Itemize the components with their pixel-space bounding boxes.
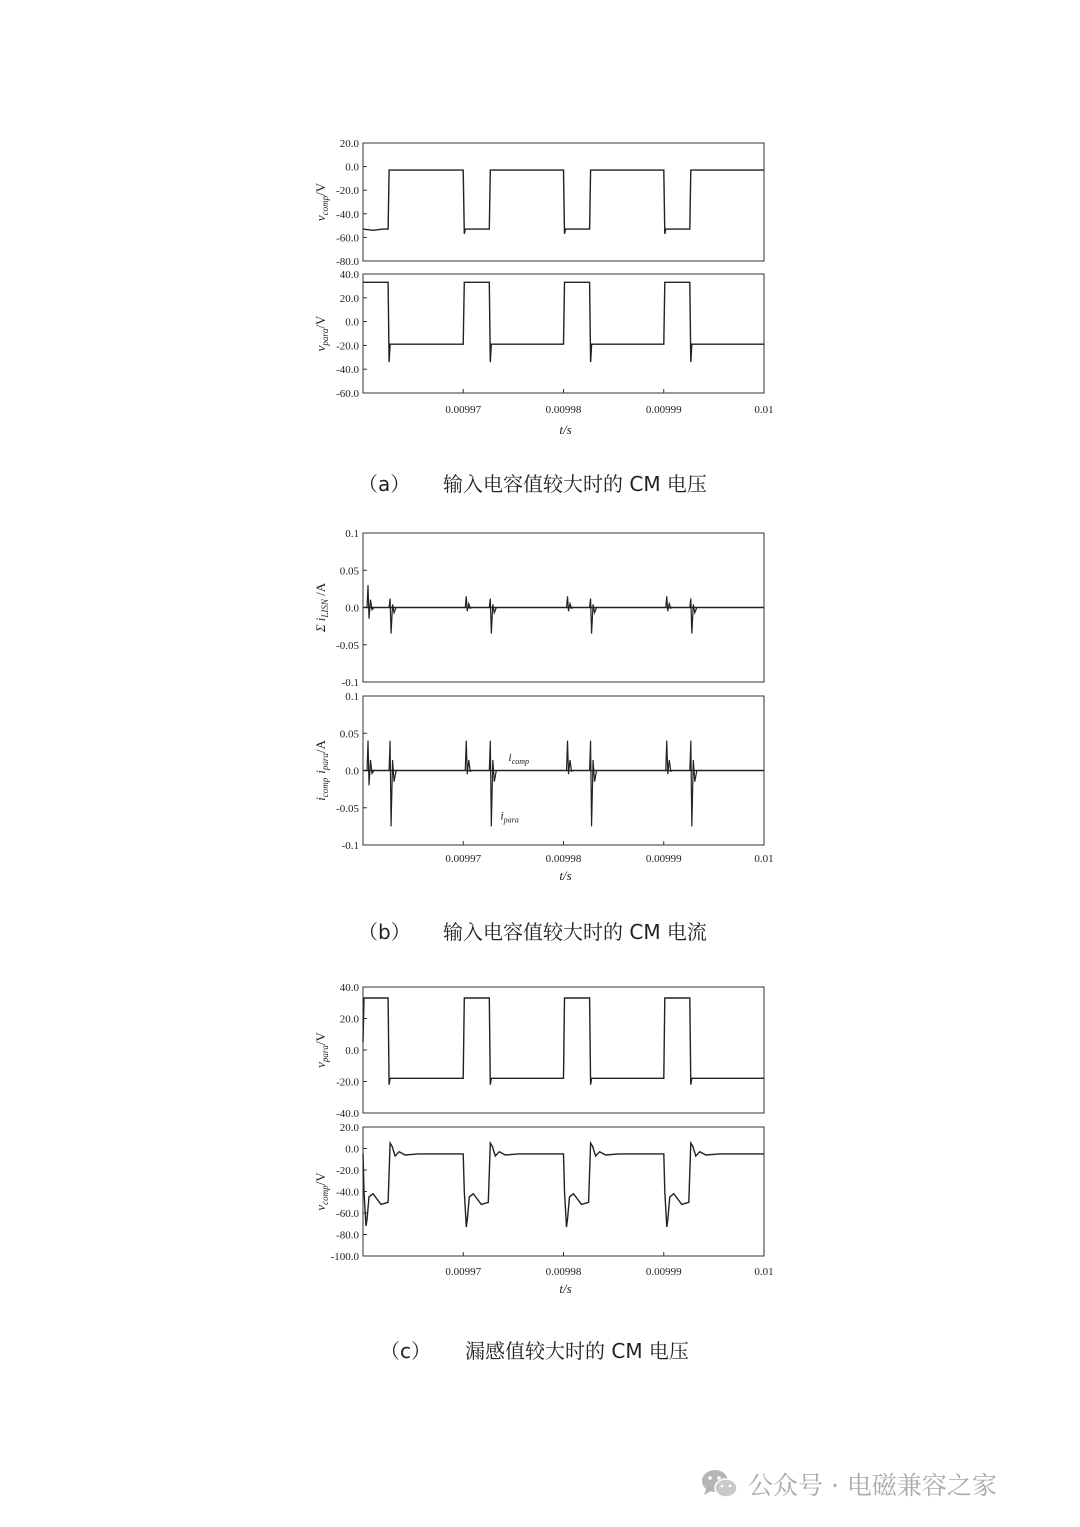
y-tick-label: -0.05 xyxy=(336,802,359,815)
y-axis-label: $v_{para}/V$ xyxy=(313,315,330,352)
series-line xyxy=(363,1143,764,1227)
series-spike xyxy=(567,741,574,775)
series-spike xyxy=(590,741,597,827)
chart-panel-b-top xyxy=(313,528,764,689)
y-tick-label: -20.0 xyxy=(336,185,359,198)
y-tick-label: 0.0 xyxy=(345,1143,359,1156)
y-axis-label: $i_{comp}i_{para}/A$ xyxy=(313,740,330,801)
x-tick-label: 0.00997 xyxy=(445,1266,482,1278)
y-tick-label: 0.1 xyxy=(345,691,359,703)
x-tick-label: 0.01 xyxy=(754,853,774,865)
y-tick-label: 0.0 xyxy=(345,161,359,174)
y-axis-label: $v_{comp}/V$ xyxy=(313,1172,330,1211)
x-tick-label: 0.00998 xyxy=(545,404,582,416)
series-spike xyxy=(367,741,374,786)
y-tick-label: 0.0 xyxy=(345,1045,359,1057)
y-tick-label: 20.0 xyxy=(339,1013,359,1026)
x-axis-label: t/s xyxy=(559,1281,572,1296)
x-tick-label: 0.00998 xyxy=(545,1266,582,1278)
y-tick-label: -100.0 xyxy=(330,1251,359,1263)
x-axis-label: t/s xyxy=(559,868,572,883)
x-tick-label: 0.00997 xyxy=(445,853,482,865)
x-tick-label: 0.01 xyxy=(754,1266,774,1278)
x-tick-label: 0.00999 xyxy=(645,853,682,865)
y-tick-label: 40.0 xyxy=(339,269,359,281)
y-axis-label: $v_{comp}/V$ xyxy=(313,182,330,222)
series-spike xyxy=(489,741,496,827)
x-tick-label: 0.00998 xyxy=(545,853,582,865)
y-tick-label: 20.0 xyxy=(339,138,359,150)
y-tick-label: -40.0 xyxy=(336,364,359,377)
y-tick-label: 0.0 xyxy=(345,765,359,778)
series-spike xyxy=(567,596,574,611)
y-tick-label: -0.1 xyxy=(341,840,359,852)
series-spike xyxy=(666,596,673,611)
series-spike xyxy=(367,585,374,619)
x-tick-label: 0.00997 xyxy=(445,404,482,416)
series-spike xyxy=(690,599,697,634)
y-axis-label: $v_{para}/V$ xyxy=(313,1032,330,1068)
y-tick-label: 0.0 xyxy=(345,602,359,615)
chart-panel-c-bottom xyxy=(313,1122,774,1296)
y-tick-label: -0.1 xyxy=(341,677,359,689)
series-spike xyxy=(489,599,496,634)
series-spike xyxy=(666,741,673,775)
caption-c-text: 漏感值较大时的 CM 电压 xyxy=(465,1339,689,1363)
y-tick-label: -20.0 xyxy=(336,1076,359,1089)
y-tick-label: 0.05 xyxy=(339,728,359,741)
chart-panel-b-bottom xyxy=(313,691,774,883)
y-tick-label: -40.0 xyxy=(336,208,359,221)
x-axis-label: t/s xyxy=(559,422,572,437)
caption-b-text: 输入电容值较大时的 CM 电流 xyxy=(443,920,707,944)
y-tick-label: -40.0 xyxy=(336,1186,359,1199)
y-tick-label: 20.0 xyxy=(339,292,359,305)
y-axis-label: Σ $i_{LISN}$ /A xyxy=(313,582,330,633)
series-spike xyxy=(465,596,472,611)
series-annotation: $i_{comp}$ xyxy=(508,749,530,766)
series-spike xyxy=(590,599,597,634)
x-tick-label: 0.01 xyxy=(754,404,774,416)
caption-a-text: 输入电容值较大时的 CM 电压 xyxy=(443,472,707,496)
y-tick-label: -60.0 xyxy=(336,232,359,245)
x-tick-label: 0.00999 xyxy=(645,1266,682,1278)
y-tick-label: 20.0 xyxy=(339,1122,359,1134)
y-tick-label: 0.05 xyxy=(339,565,359,578)
series-line xyxy=(363,282,764,362)
y-tick-label: -20.0 xyxy=(336,340,359,353)
y-tick-label: -60.0 xyxy=(336,1208,359,1220)
y-tick-label: -20.0 xyxy=(336,1165,359,1177)
wechat-icon xyxy=(700,1467,740,1501)
series-line xyxy=(363,170,764,234)
caption-b-label: （b） xyxy=(358,920,411,944)
y-tick-label: 40.0 xyxy=(339,982,359,994)
series-spike xyxy=(465,741,472,775)
x-tick-label: 0.00999 xyxy=(645,404,682,416)
y-tick-label: -80.0 xyxy=(336,1229,359,1242)
series-spike xyxy=(690,741,697,827)
series-annotation: $i_{para}$ xyxy=(500,808,519,825)
series-spike xyxy=(389,599,396,634)
y-tick-label: -60.0 xyxy=(336,388,359,400)
y-tick-label: -80.0 xyxy=(336,256,359,268)
series-spike xyxy=(389,741,396,827)
y-tick-label: 0.0 xyxy=(345,316,359,329)
watermark xyxy=(700,1464,997,1504)
chart-panel-a-top xyxy=(313,138,764,268)
watermark-text: 公众号 · 电磁兼容之家 xyxy=(748,1471,997,1500)
plot-frame xyxy=(363,1127,764,1256)
caption-a-label: （a） xyxy=(358,472,411,496)
y-tick-label: 0.1 xyxy=(345,528,359,540)
chart-panel-c-top xyxy=(313,982,764,1120)
chart-panel-a-bottom xyxy=(313,269,774,437)
y-tick-label: -0.05 xyxy=(336,639,359,652)
y-tick-label: -40.0 xyxy=(336,1108,359,1120)
series-line xyxy=(363,998,764,1085)
caption-c-label: （c） xyxy=(380,1339,431,1363)
